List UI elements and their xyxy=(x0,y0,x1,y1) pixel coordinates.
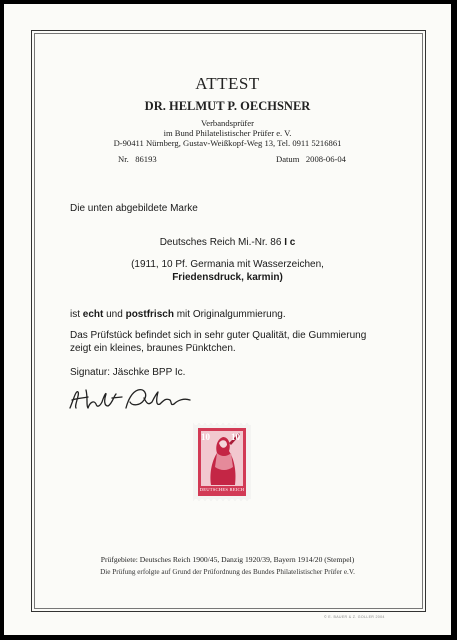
certificate-number-label: Nr. xyxy=(118,154,129,164)
status-suffix: mit Originalgummierung. xyxy=(176,309,286,320)
stamp-description-line1: (1911, 10 Pf. Germania mit Wasserzeichen, xyxy=(131,259,324,270)
examiner-name: DR. HELMUT P. OECHSNER xyxy=(144,99,311,113)
examiner-role: Verbandsprüfer xyxy=(201,118,254,128)
status-und: und xyxy=(106,309,123,320)
certificate-title: ATTEST xyxy=(195,74,260,93)
quality-line1: Das Prüfstück befindet sich in sehr guter Qualität, die Gummierung xyxy=(70,330,367,341)
stamp-country: DEUTSCHES REICH xyxy=(199,487,245,492)
status-line xyxy=(70,309,286,320)
certificate-date-label: Datum xyxy=(276,154,300,164)
certificate-date xyxy=(276,154,346,164)
stamp-value-left: 10 xyxy=(201,432,210,442)
status-prefix: ist xyxy=(70,309,80,320)
quality-line2: zeigt ein kleines, braunes Pünktchen. xyxy=(70,343,236,354)
intro-text: Die unten abgebildete Marke xyxy=(70,203,198,214)
handwritten-signature xyxy=(66,384,196,414)
stamp-catalog-number: Deutsches Reich Mi.-Nr. 86 xyxy=(159,237,282,248)
certificate-sheet xyxy=(4,4,451,635)
certificate-date-value: 2008-06-04 xyxy=(305,154,346,164)
stamp-image xyxy=(193,423,251,506)
certificate-number-value: 86193 xyxy=(135,154,157,164)
stamp-description-line2: Friedensdruck, karmin) xyxy=(172,272,283,283)
stamp-variant: I c xyxy=(284,237,296,248)
examiner-address: D-90411 Nürnberg, Gustav-Weißkopf-Weg 13, Tel. 0911 5216861 xyxy=(113,138,342,148)
printer-imprint: © E. BAUER & Z. GOLLER 2004 xyxy=(324,615,385,619)
status-postfrisch: postfrisch xyxy=(125,309,174,320)
certificate-number xyxy=(118,154,157,164)
footer-regulation-note: Die Prüfung erfolgte auf Grund der Prüfordnung des Bundes Philatelistischer Prüfer e.V. xyxy=(100,568,355,576)
examiner-association: im Bund Philatelistischer Prüfer e. V. xyxy=(163,128,292,138)
signature-note: Signatur: Jäschke BPP Ic. xyxy=(70,367,186,378)
stamp-value-right: 10 xyxy=(231,432,240,442)
stamp-catalog-line xyxy=(4,237,451,248)
footer-examination-areas: Prüfgebiete: Deutsches Reich 1900/45, Danzig 1920/39, Bayern 1914/20 (Stempel) xyxy=(100,555,355,564)
status-echt: echt xyxy=(82,309,104,320)
